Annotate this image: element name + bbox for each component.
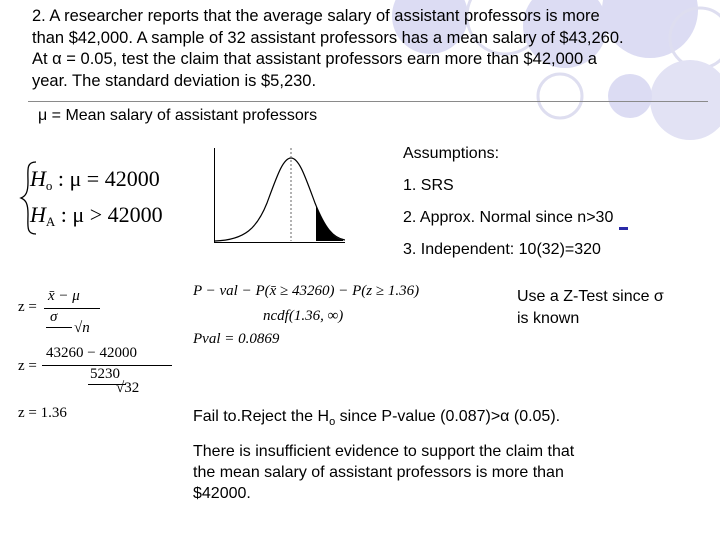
decision-prefix: Fail to.Reject the H	[193, 408, 330, 425]
divider	[28, 101, 708, 102]
decision-statement	[193, 408, 560, 428]
conclusion-line-1: There is insufficient evidence to support the claim that	[193, 443, 575, 460]
decision-suffix: since P-value (0.087)>α (0.05).	[335, 408, 561, 425]
z-formula-substituted	[18, 346, 168, 406]
conclusion-line-2: the mean salary of assistant professors is more than	[193, 464, 564, 481]
normal-curve-plot	[215, 148, 345, 242]
ha-subscript: A	[45, 214, 56, 229]
z-numerator-2: 43260 − 42000	[46, 345, 137, 361]
z-denominator-sqrt-32: √32	[116, 380, 140, 396]
ha-symbol: H	[30, 202, 46, 227]
decision-subscript: o	[329, 416, 336, 428]
test-choice-line-1: Use a Z-Test since σ	[517, 288, 664, 305]
test-choice-line-2: is known	[517, 310, 580, 327]
assumptions-title: Assumptions:	[403, 145, 500, 162]
assumption-3: 3. Independent: 10(32)=320	[403, 241, 601, 258]
conclusion-line-3: $42000.	[193, 485, 251, 502]
h0-symbol: H	[30, 166, 46, 191]
z-label-1: z =	[18, 299, 37, 315]
z-label-2: z =	[18, 358, 37, 374]
assumption-1: 1. SRS	[403, 177, 454, 194]
assumption-2: 2. Approx. Normal since n>30	[403, 209, 614, 226]
z-result: z = 1.36	[18, 405, 67, 421]
problem-line-4: year. The standard deviation is $5,230.	[32, 71, 317, 90]
z-denominator-5230: 5230	[90, 366, 120, 382]
ha-statement: : μ > 42000	[55, 202, 163, 227]
problem-statement	[32, 6, 702, 92]
z-numerator-1: x̄ − μ	[48, 288, 80, 304]
h0-statement: : μ = 42000	[52, 166, 160, 191]
conclusion-text	[193, 441, 574, 504]
problem-line-3: At α = 0.05, test the claim that assistant professors earn more than $42,000 a	[32, 50, 597, 68]
problem-line-1: 2. A researcher reports that the average salary of assistant professors is more	[32, 7, 600, 25]
normal-curve-graph	[214, 148, 345, 243]
z-denominator-sigma: σ	[50, 309, 58, 325]
z-formula-general	[18, 290, 88, 350]
z-denominator-sqrt-n: √n	[74, 320, 90, 336]
alternative-hypothesis	[30, 202, 163, 230]
ncdf-expression: ncdf(1.36, ∞)	[263, 308, 344, 324]
underline-mark	[619, 227, 628, 230]
problem-line-2: than $42,000. A sample of 32 assistant professors has a mean salary of $43,260.	[32, 28, 624, 47]
pvalue-expression: P − val − P(x̄ ≥ 43260) − P(z ≥ 1.36)	[193, 283, 420, 299]
h0-subscript: o	[45, 178, 53, 193]
null-hypothesis	[30, 166, 160, 194]
pvalue-result: Pval = 0.0869	[193, 331, 280, 347]
parameter-definition: μ = Mean salary of assistant professors	[38, 107, 318, 124]
